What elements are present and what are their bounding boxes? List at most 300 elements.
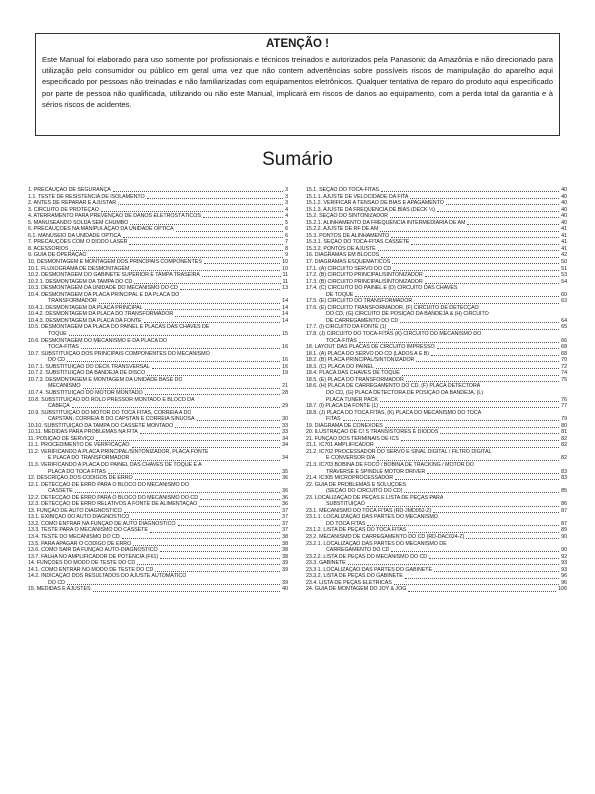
toc-entry-title: 15. MEDIDAS E AJUSTES xyxy=(28,586,91,593)
toc-page-number: 82 xyxy=(561,455,567,462)
toc-leader-dots xyxy=(160,551,281,552)
toc-entry-title: 3. CIRCUITO DE PROTEÇÃO xyxy=(28,206,99,213)
toc-entry-title: 20. ILUSTRAÇÃO DE CI´S TRANSISTORES E DIODOS xyxy=(306,429,439,436)
toc-leader-dots xyxy=(147,375,280,376)
toc-page-number: 40 xyxy=(561,213,567,220)
toc-page-number: 82 xyxy=(561,442,567,449)
toc-entry-title: 10.4. DESMONTAGEM DA PLACA PRINCIPAL E DA PLACA DO xyxy=(28,291,180,298)
toc-entry-title: 23.2.2. LISTA DE PEÇAS DO MECANISMO DO CD xyxy=(306,553,428,560)
toc-leader-dots xyxy=(404,492,559,493)
toc-leader-dots xyxy=(388,329,559,330)
toc-page-number: 83 xyxy=(561,468,567,475)
toc-entry-title: 23.3. GABINETE xyxy=(306,560,346,567)
toc-page-number: 38 xyxy=(282,547,288,554)
toc-page-number: 37 xyxy=(282,514,288,521)
toc-entry-title: 18.3. (C) PLACA DO PAINEL xyxy=(306,363,374,370)
toc-entry-title: TOCA-FITAS xyxy=(326,337,357,344)
toc-leader-dots xyxy=(343,420,560,421)
toc-leader-dots xyxy=(101,211,283,212)
toc-entry-title: DO CD xyxy=(48,579,65,586)
toc-leader-dots xyxy=(145,309,281,310)
toc-leader-dots xyxy=(176,231,283,232)
toc-page-number: 68 xyxy=(561,344,567,351)
toc-page-number: 30 xyxy=(282,416,288,423)
toc-leader-dots xyxy=(376,447,559,448)
toc-entry-title: 10.4.2. DESMONTAGEM DA PLACA DO TRANSFORMADOR xyxy=(28,311,174,318)
toc-column-right xyxy=(306,187,567,593)
toc-entry-title: 17.2. (B) CIRCUITO PRINCIPAL/SINTONIZADOR xyxy=(306,272,423,279)
toc-entry-title: 14.2. INDICAÇÃO DOS RESULTADOS DO AJUSTE AUTOMÁTICO xyxy=(28,573,187,580)
toc-page-number: 96 xyxy=(561,573,567,580)
toc-leader-dots xyxy=(199,506,280,507)
toc-leader-dots xyxy=(200,499,280,500)
toc-leader-dots xyxy=(377,460,559,461)
toc-entry-title: 1. PRECAUÇÃO DE SEGURANÇA xyxy=(28,187,111,193)
toc-entry-title: SUBSTITUIÇÃO xyxy=(326,501,365,508)
toc-entry-title: 23.1.2. LISTA DE PEÇAS DO TOCA FITAS xyxy=(306,527,407,534)
toc-page-number: 14 xyxy=(282,311,288,318)
toc-entry-title: 10.7.2. SUBSTITUIÇÃO DA BANDEJA DE DISCO xyxy=(28,370,146,377)
toc-entry-title: DE TOQUE xyxy=(326,291,354,298)
toc-entry-title: PLACA DO TOCA FITAS xyxy=(48,468,106,475)
toc-page-number: 36 xyxy=(282,501,288,508)
toc-leader-dots xyxy=(160,558,280,559)
toc-entry-title: TOCA-FITAS xyxy=(48,344,79,351)
toc-leader-dots xyxy=(410,198,559,199)
toc-page-number: 66 xyxy=(561,337,567,344)
toc-page-number: 60 xyxy=(561,291,567,298)
toc-entry-title: 17.7. (I) CIRCUITO DA FONTE (1) xyxy=(306,324,387,331)
toc-entry-title: DO TOCA FITAS xyxy=(326,520,366,527)
toc-leader-dots xyxy=(140,433,280,434)
toc-leader-dots xyxy=(408,591,556,592)
toc-page-number: 33 xyxy=(282,422,288,429)
toc-leader-dots xyxy=(401,440,559,441)
toc-page-number: 11 xyxy=(282,272,288,279)
toc-leader-dots xyxy=(202,276,281,277)
toc-page-number: 11 xyxy=(282,278,288,285)
toc-page-number: 6 xyxy=(285,232,288,239)
toc-page-number: 65 xyxy=(561,324,567,331)
toc-entry-title: 14.1. COMO ENTRAR NO MODO DE TESTE DO CD xyxy=(28,566,154,573)
toc-page-number: 38 xyxy=(282,553,288,560)
toc-entry-title: 12. DESCRIÇÃO DOS CÓDIGOS DE ERRO xyxy=(28,475,133,482)
toc-leader-dots xyxy=(367,525,559,526)
toc-page-number: 90 xyxy=(561,533,567,540)
toc-entry-title: 10.11. MEDIDAS PARA PROBLEMAS NA FITA xyxy=(28,429,138,436)
toc-entry-title: 10.2.1. DESMONTAGEM DA TAMPA DO CD xyxy=(28,278,133,285)
toc-entry-title: 17.8. (J) CIRCUITO DO TOCA-FITAS (K) CIRCUITO DO MECANISMO DO xyxy=(306,331,482,338)
toc-page-number: 35 xyxy=(282,468,288,475)
toc-entry-title: TOQUE xyxy=(48,331,67,338)
toc-page-number: 8 xyxy=(285,245,288,252)
toc-page-number: 10 xyxy=(282,259,288,266)
toc-entry-title: TRANSFORMADOR xyxy=(48,298,97,305)
toc-leader-dots xyxy=(385,427,560,428)
toc-entry-title: 18.5. (E) PLACA DO TRANSFORMADOR xyxy=(306,376,404,383)
toc-page-number: 14 xyxy=(282,298,288,305)
toc-entry-title: 11. POSIÇÃO DE SERVIÇO xyxy=(28,435,95,442)
toc-entry-title: 15.1.3. AJUSTE DA FREQUÊNCIA DE BIAS (DECK ½) xyxy=(306,206,436,213)
toc-entry-title: 18.6. (H) PLACA DE CARREGAMENTO DO CD, (F) PLACA DETECTORA xyxy=(306,383,481,390)
toc-leader-dots xyxy=(70,250,283,251)
toc-entry-title: 10.9. SUBSTITUIÇÃO DO MOTOR DO TOCA FITAS, CORREIA A DO xyxy=(28,409,192,416)
toc-leader-dots xyxy=(131,460,280,461)
toc-entry-title: 18.4. PLACA DAS CHAVES DE TOQUE xyxy=(306,370,400,377)
toc-leader-dots xyxy=(402,375,559,376)
toc-entry-title: 17.5. (E) CIRCUITO DO TRANSFORMADOR xyxy=(306,298,413,305)
toc-leader-dots xyxy=(355,296,559,297)
toc-entry-title: E CONVERSOR D/A xyxy=(326,455,376,462)
toc-leader-dots xyxy=(144,322,281,323)
toc-leader-dots xyxy=(118,204,283,205)
toc-entry-title: PLACA TUNER PACK xyxy=(326,396,378,403)
toc-entry-title: DE CARREGAMENTO DO CD xyxy=(326,317,399,324)
toc-leader-dots xyxy=(380,407,559,408)
toc-leader-dots xyxy=(204,263,280,264)
toc-page-number: 83 xyxy=(561,475,567,482)
toc-leader-dots xyxy=(381,191,559,192)
toc-entry-title: 23.1.1. LOCALIZAÇÃO DAS PARTES DO MECANISMO xyxy=(306,514,438,521)
toc-entry-title: 15.3.2. PONTOS DE AJUSTE xyxy=(306,245,376,252)
toc-entry-title: 10.4.1. DESMONTAGEM DA PLACA PRINCIPAL xyxy=(28,304,143,311)
toc-page-number: 53 xyxy=(561,272,567,279)
toc-page-number: 93 xyxy=(561,560,567,567)
toc-entry-title: 10.7. SUBSTITUIÇÃO DOS PRINCIPAIS COMPONENTES DO MECANISMO xyxy=(28,350,210,357)
toc-leader-dots xyxy=(152,368,280,369)
toc-page-number: 41 xyxy=(561,239,567,246)
toc-leader-dots xyxy=(380,231,559,232)
toc-entry-title: 18.2. (B) PLACA PRINCIPAL/SINTONIZADOR xyxy=(306,357,415,364)
toc-leader-dots xyxy=(122,538,281,539)
toc-entry-title: 12.3. DETECÇÃO DE ERRO RELATIVOS A FONTE DE ALIMENTAÇÃO xyxy=(28,501,198,508)
toc-entry-title: 13.6. COMO SAIR DA FUNÇÃO AUTO-DIAGNÓSTICO xyxy=(28,547,158,554)
toc-entry-title: 13.1. EXIBIÇÃO DO AUTO DIAGNÓSTICO xyxy=(28,514,130,521)
toc-entry-title: 13.2. COMO ENTRAR NA FUNÇÃO DE AUTO DIAGNÓSTICO xyxy=(28,520,176,527)
toc-page-number: 16 xyxy=(282,363,288,370)
toc-leader-dots xyxy=(129,244,283,245)
toc-leader-dots xyxy=(67,584,280,585)
toc-page-number: 89 xyxy=(561,527,567,534)
toc-page-number: 80 xyxy=(561,422,567,429)
warning-text: Este Manual foi elaborado para uso somente por profissionais e técnicos treinados e autorizados pela Panasonic da Amazônia e não direcionado para utilização pelo consumidor ou público em geral uma vez que não contem advertências sobre possíveis riscos de manipulação do aparelho aqui especificado por pessoas não treinadas e não familiarizadas com equipamentos eletrônicos. Qualquer tentativa de reparo do produto aqui especificado por parte de pessoa não qualificada, utilizando ou não este Manual, implicará em riscos de danos ao equipamento, com a perda total da garantia e à sérios riscos de acidentes. xyxy=(42,55,553,109)
toc-leader-dots xyxy=(359,342,559,343)
toc-leader-dots xyxy=(131,270,280,271)
toc-entry-title: 18.8. (J) PLACA DO TOCA FITAS, (K) PLACA DO MECANISMO DO TOCA xyxy=(306,409,482,416)
toc-page-number: 3 xyxy=(285,193,288,200)
toc-entry-title: 10.10. SUBSTITUIÇÃO DA TAMPA DO CASSETE MONTADO xyxy=(28,422,174,429)
toc-page-number: 39 xyxy=(282,566,288,573)
toc-entry-title: 15.2. SEÇÃO DO SINTONIZADOR xyxy=(306,213,388,220)
toc-entry-title: CABEÇA xyxy=(48,403,70,410)
toc-entry-title: 19. DIAGRAMA DE CONEXÕES xyxy=(306,422,383,429)
toc-entry-title: 10.4.3. DESMONTAGEM DA PLACA DA FONTE xyxy=(28,317,142,324)
toc-page-number: 33 xyxy=(282,429,288,436)
toc-page-number: 28 xyxy=(282,389,288,396)
toc-leader-dots xyxy=(433,512,559,513)
toc-leader-dots xyxy=(155,571,280,572)
toc-leader-dots xyxy=(466,538,559,539)
toc-page-number: 21 xyxy=(282,383,288,390)
toc-page-number: 40 xyxy=(561,187,567,193)
toc-entry-title: 6. PRECAUÇÕES NA MANIPULAÇÃO DA UNIDADE ÓPTICA xyxy=(28,226,174,233)
toc-leader-dots xyxy=(135,479,280,480)
toc-page-number: 81 xyxy=(561,429,567,436)
toc-page-number: 68 xyxy=(561,350,567,357)
toc-leader-dots xyxy=(75,492,281,493)
toc-entry-title: 23.1. MECANISMO DO TOCA FITAS (RD-JMD052-Z) xyxy=(306,507,432,514)
toc-entry-title: 12.1. DETECÇÃO DE ERRO PARA O BLOCO DO MECANISMO DO xyxy=(28,481,189,488)
toc-entry-title: 23.4. LISTA DE PEÇAS ELÉTRICAS xyxy=(306,579,392,586)
toc-entry-title: 15.1.1. AJUSTE DE VELOCIDADE DA FITA xyxy=(306,193,409,200)
toc-entry-title: 23.2.1. LOCALIZAÇÃO DAS PARTES DO MECANISMO DE xyxy=(306,540,447,547)
toc-page-number: 87 xyxy=(561,520,567,527)
toc-entry-title: 13.7. FALHA NO AMPLIFICADOR DE POTÊNCIA (F61) xyxy=(28,553,159,560)
toc-page-number: 42 xyxy=(561,252,567,259)
toc-page-number: 76 xyxy=(561,396,567,403)
toc-leader-dots xyxy=(393,270,559,271)
toc-page-number: 40 xyxy=(561,206,567,213)
toc-page-number: 9 xyxy=(285,252,288,259)
toc-page-number: 40 xyxy=(561,200,567,207)
toc-page-number: 75 xyxy=(561,376,567,383)
toc-entry-title: 18.7. (I) PLACA DA FONTE (1) xyxy=(306,403,378,410)
toc-leader-dots xyxy=(425,276,559,277)
toc-entry-title: 13.5. PARA APAGAR O CÓDIGO DE ERRO xyxy=(28,540,132,547)
toc-entry-title: 10.8. SUBSTITUIÇÃO DO ROLO PRESSOR MONTADO E BLOCO DA xyxy=(28,396,195,403)
toc-leader-dots xyxy=(175,427,280,428)
toc-entry-title: 21.1. IC701 AMPLIFICADOR xyxy=(306,442,374,449)
toc-entry-title: 7. PRECAUÇÕES COM O DIODO LASER xyxy=(28,239,128,246)
toc-page-number: 4 xyxy=(285,213,288,220)
toc-entry-title: 24. GUIA DE MONTAGEM DO JOY & JOG xyxy=(306,586,407,593)
toc-entry-title: DO CD, (G) CIRCUITO DE POSIÇÃO DA BANDEJA & (H) CIRCUITO xyxy=(326,311,489,318)
toc-entry-title: TRAVERSE E SPINDLE MOTOR DRIVER xyxy=(326,468,426,475)
toc-leader-dots xyxy=(376,368,559,369)
toc-entry-title: (SEÇÃO DO CIRCUITO DO CD) xyxy=(326,488,403,495)
toc-entry-title: CARREGAMENTO DO CD xyxy=(326,547,390,554)
toc-leader-dots xyxy=(391,237,559,238)
toc-entry-title: 21. FUNÇÃO DOS TERMINAIS DE ICS xyxy=(306,435,399,442)
toc-entry-title: 23. LOCALIZAÇÃO DE PEÇAS E LISTA DE PEÇAS PARA xyxy=(306,494,444,501)
toc-leader-dots xyxy=(408,532,559,533)
toc-leader-dots xyxy=(390,217,559,218)
toc-page-number: 3 xyxy=(285,200,288,207)
toc-page-number: 92 xyxy=(561,553,567,560)
toc-leader-dots xyxy=(132,447,281,448)
toc-page-number: 38 xyxy=(282,533,288,540)
toc-leader-dots xyxy=(416,361,559,362)
toc-page-number: 19 xyxy=(282,370,288,377)
toc-leader-dots xyxy=(429,558,559,559)
toc-leader-dots xyxy=(406,381,559,382)
toc-page-number: 54 xyxy=(561,278,567,285)
toc-page-number: 6 xyxy=(285,226,288,233)
toc-entry-title: 10.6. DESMONTAGEM DO MECANISMO E DA PLACA DO xyxy=(28,337,168,344)
toc-entry-title: 10.1. FLUXOGRAMA DE DESMONTAGEM xyxy=(28,265,130,272)
toc-page-number: 41 xyxy=(561,245,567,252)
toc-leader-dots xyxy=(69,335,280,336)
toc-entry-title: 17.1. (A) CIRCUITO SERVO DO CD xyxy=(306,265,392,272)
toc-entry-title: 11.1. PROCEDIMENTO DE VERIFICAÇÃO xyxy=(28,442,130,449)
toc-entry-title: 21.2. IC702 PROCESSADOR DO SERVO E SINAL DIGITAL / FILTRO DIGITAL xyxy=(306,448,492,455)
toc-entry-title: 18. LAYOUT DAS PLACAS DE CIRCUITO IMPRESSO xyxy=(306,344,435,351)
toc-entry-title: 11.3. VERIFICANDO A PLACA DO PAINEL DAS CHAVES DE TOQUE E A xyxy=(28,461,202,468)
toc-entry-title: 6.1. MANUSEIO DA UNIDADE ÓPTICA xyxy=(28,232,121,239)
toc-leader-dots xyxy=(434,571,559,572)
toc-entry-title: MECANISMO xyxy=(48,383,81,390)
toc-leader-dots xyxy=(137,564,280,565)
toc-entry-title: 12.2. DETECÇÃO DE ERRO PARA O BLOCO DO MECANISMO DO CD xyxy=(28,494,199,501)
toc-leader-dots xyxy=(124,512,280,513)
toc-entry-title: 10.3. DESMONTAGEM DA UNIDADE DO MECANISMO DO CD xyxy=(28,285,178,292)
toc-page-number: 79 xyxy=(561,416,567,423)
toc-entry-title: E PLACA DO TRANSFORMADOR xyxy=(48,455,130,462)
toc-page-number: 41 xyxy=(561,226,567,233)
toc-entry-title: 10.5. DESMONTAGEM DA PLACA DO PAINEL E PLACAS DAS CHAVES DE xyxy=(28,324,210,331)
toc-entry-title: DO CD, (G) PLACA DETECTORA DE POSIÇÃO DA BANDEJA, (L) xyxy=(326,389,484,396)
toc-entry-title: 1.1. TESTE DE RESISTÊNCIA DE ISOLAMENTO xyxy=(28,193,145,200)
toc-leader-dots xyxy=(405,578,559,579)
toc-entry-title: 23.2. MECANISMO DE CARREGAMENTO DO CD (RD-DAC024-Z) xyxy=(306,533,465,540)
toc-leader-dots xyxy=(81,348,280,349)
toc-page-number: 50 xyxy=(561,259,567,266)
toc-leader-dots xyxy=(203,217,283,218)
toc-entry-title: CAPSTAN, CORREIA B DO CAPSTAN E CORREIA SINUOSA xyxy=(48,416,195,423)
toc-page-number: 4 xyxy=(285,206,288,213)
toc-leader-dots xyxy=(108,473,280,474)
toc-entry-title: 23.3.2. LISTA DE PEÇAS DO GABINETE xyxy=(306,573,403,580)
toc-leader-dots xyxy=(446,204,559,205)
toc-page-number: 70 xyxy=(561,357,567,364)
toc-leader-dots xyxy=(123,237,283,238)
toc-page-number: 39 xyxy=(282,579,288,586)
toc-leader-dots xyxy=(67,361,280,362)
toc-entry-title: 15.3.1. SEÇÃO DO TOCA-FITAS CASSETE xyxy=(306,239,410,246)
toc-leader-dots xyxy=(348,564,559,565)
toc-page-number: 51 xyxy=(561,265,567,272)
toc-entry-title: 13. FUNÇÃO DE AUTO DIAGNÓSTICO xyxy=(28,507,122,514)
toc-entry-title: 14. FUNÇÕES DO MODO DE TESTE DO CD xyxy=(28,560,136,567)
toc-entry-title: 10.7.1. SUBSTITUIÇÃO DO DECK TRANSVERSAL xyxy=(28,363,150,370)
toc-page-number: 82 xyxy=(561,435,567,442)
toc-page-number: 40 xyxy=(561,193,567,200)
toc-page-number: 40 xyxy=(282,586,288,593)
toc-page-number: 37 xyxy=(282,507,288,514)
toc-leader-dots xyxy=(133,545,280,546)
toc-leader-dots xyxy=(437,348,560,349)
toc-entry-title: 15.2.2. AJUSTE DE RF DE AM xyxy=(306,226,379,233)
toc-leader-dots xyxy=(72,407,280,408)
toc-entry-title: 15.2.1. ALINHAMENTO DA FREQÜÊNCIA INTERMEDIÁRIA DE AM xyxy=(306,219,466,226)
toc-entry-title: 15.3. PONTOS DE ALINHAMENTO xyxy=(306,232,390,239)
toc-leader-dots xyxy=(88,257,283,258)
toc-title: Sumário xyxy=(262,149,333,170)
toc-entry-title: 10.7.4. SUBSTITUIÇÃO DO MOTOR MONTADO xyxy=(28,389,143,396)
toc-entry-title: CASSETE xyxy=(48,488,73,495)
toc-entry-title: 13.3. TESTE PARA O MECANISMO DO CASSETE xyxy=(28,527,148,534)
toc-page-number: 40 xyxy=(561,219,567,226)
toc-page-number: 36 xyxy=(282,494,288,501)
toc-leader-dots xyxy=(395,479,559,480)
toc-page-number: 14 xyxy=(282,304,288,311)
toc-page-number: 29 xyxy=(282,403,288,410)
toc-leader-dots xyxy=(431,355,559,356)
toc-page-number: 85 xyxy=(561,488,567,495)
toc-page-number: 37 xyxy=(282,527,288,534)
toc-entry-title: 9. GUIA DE OPERAÇÃO xyxy=(28,252,87,259)
toc-page-number: 37 xyxy=(282,520,288,527)
toc-leader-dots xyxy=(197,420,281,421)
toc-page-number: 41 xyxy=(561,232,567,239)
toc-entry-title: 2. ANTES DE REPARAR E AJUSTAR xyxy=(28,200,117,207)
toc-leader-dots xyxy=(427,473,559,474)
toc-page-number: 36 xyxy=(282,475,288,482)
toc-page-number: 106 xyxy=(558,586,567,593)
toc-leader-dots xyxy=(400,322,559,323)
toc-entry-title: 17. DIAGRAMAS ESQUEMÁTICOS xyxy=(306,259,391,266)
toc-entry-title: 10.2. DESMONTAGEM DO GABINETE SUPERIOR E TAMPA TRASEIRA xyxy=(28,272,200,279)
toc-page-number: 86 xyxy=(561,501,567,508)
toc-page-number: 34 xyxy=(282,455,288,462)
toc-leader-dots xyxy=(180,289,280,290)
toc-leader-dots xyxy=(178,525,281,526)
toc-leader-dots xyxy=(391,551,559,552)
toc-entry-title: 11.2. VERIFICANDO A PLACA PRINCIPAL/SINTONIZADOR, PLACA FONTE xyxy=(28,448,209,455)
toc-leader-dots xyxy=(175,316,280,317)
toc-entry-title: FITAS xyxy=(326,416,341,423)
toc-entry-title: 10. DESMONTAGEM E MONTAGEM DOS PRINCIPAIS COMPONENTES xyxy=(28,259,202,266)
toc-page-number: 7 xyxy=(285,239,288,246)
toc-entry-title: 21.3. IC703 BOBINA DE FOCO / BOBINA DE TRACKING / MOTOR DO xyxy=(306,461,474,468)
toc-entry-title: 22. GUIA DE PROBLEMAS E SOLUÇÕES xyxy=(306,481,406,488)
toc-entry xyxy=(28,586,288,593)
toc-entry-title: 23.3.1. LOCALIZAÇÃO DAS PARTES DO GABINETE xyxy=(306,566,432,573)
toc-entry-title: DO CD xyxy=(48,357,65,364)
toc-page-number: 14 xyxy=(282,317,288,324)
toc-leader-dots xyxy=(437,211,559,212)
toc-leader-dots xyxy=(392,263,559,264)
toc-entry-title: 15.1. SEÇÃO DO TOCA-FITAS xyxy=(306,187,379,193)
toc-leader-dots xyxy=(411,244,559,245)
toc-leader-dots xyxy=(425,283,559,284)
toc-page-number: 77 xyxy=(561,403,567,410)
toc-page-number: 34 xyxy=(282,435,288,442)
toc-page-number: 63 xyxy=(561,298,567,305)
toc-page-number: 96 xyxy=(561,579,567,586)
toc-leader-dots xyxy=(83,388,281,389)
toc-page-number: 16 xyxy=(282,344,288,351)
toc-page-number: 72 xyxy=(561,363,567,370)
toc-leader-dots xyxy=(131,519,280,520)
toc-leader-dots xyxy=(394,584,559,585)
toc-page-number: 13 xyxy=(282,285,288,292)
toc-page-number: 39 xyxy=(282,560,288,567)
toc-page-number: 74 xyxy=(561,370,567,377)
toc-page-number: 93 xyxy=(561,566,567,573)
toc-entry-title: 10.7.3. DESMONTAGEM E MONTAGEM DA UNIDADE BASE DO xyxy=(28,376,183,383)
toc-page-number: 87 xyxy=(561,507,567,514)
toc-leader-dots xyxy=(134,283,280,284)
toc-leader-dots xyxy=(380,401,559,402)
toc-entry-title: 17.6. (E) CIRCUITO TRANSFORMADOR, (F) CIRCUITO DE DETECÇÃO xyxy=(306,304,479,311)
toc-entry-title: 16. DIAGRAMAS EM BLOCOS xyxy=(306,252,380,259)
toc-column-left xyxy=(28,187,288,593)
toc-leader-dots xyxy=(145,394,281,395)
toc-entry-title: 8. ACESSÓRIOS xyxy=(28,245,69,252)
toc-page-number: 36 xyxy=(282,488,288,495)
toc-page-number: 34 xyxy=(282,442,288,449)
